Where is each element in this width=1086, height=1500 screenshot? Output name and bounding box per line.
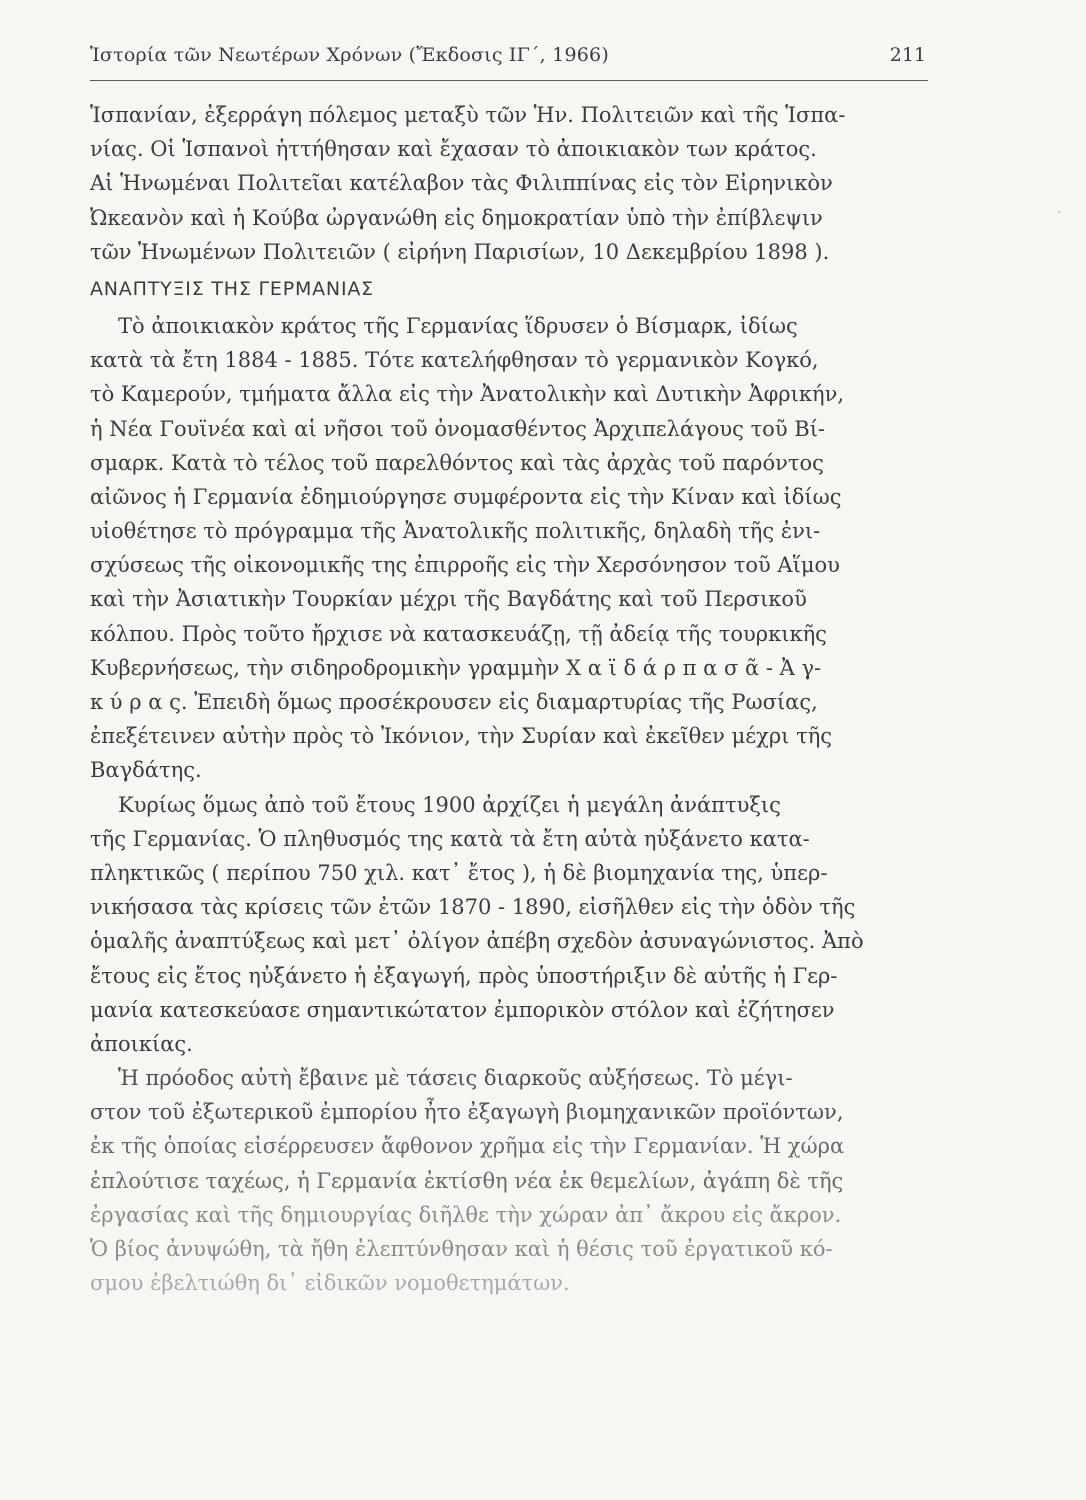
text-line: πληκτικῶς ( περίπου 750 χιλ. κατ᾽ ἔτος ), ἡ δὲ βιομηχανία της, ὑπερ- (90, 860, 828, 885)
text-line: νίας. Οἱ Ἱσπανοὶ ἡττήθησαν καὶ ἔχασαν τὸ ἀποικιακὸν των κράτος. (90, 137, 817, 162)
text-line: Αἱ Ἡνωμέναι Πολιτεῖαι κατέλαβον τὰς Φιλιππίνας εἰς τὸν Εἰρηνικὸν (90, 171, 833, 196)
paragraph-growth (90, 788, 938, 1062)
text-line: κατὰ τὰ ἔτη 1884 - 1885. Τότε κατελήφθησαν τὸ γερμανικὸν Κογκό, (90, 348, 819, 373)
margin-mark: · (1056, 202, 1063, 224)
text-line: Ὠκεανὸν καὶ ἡ Κούβα ὠργανώθη εἰς δημοκρατίαν ὑπὸ τὴν ἐπίβλεψιν (90, 205, 823, 230)
text-line: ἀποικίας. (90, 1031, 193, 1056)
text-line: αἰῶνος ἡ Γερμανία ἐδημιούργησε συμφέροντα εἰς τὴν Κίναν καὶ ἰδίως (90, 484, 842, 509)
text-line: σμου ἐβελτιώθη δι᾽ εἰδικῶν νομοθετημάτων. (90, 1271, 570, 1296)
text-line: κόλπου. Πρὸς τοῦτο ἤρχισε νὰ κατασκευάζῃ, τῇ ἀδείᾳ τῆς τουρκικῆς (90, 621, 827, 646)
text-line: μανία κατεσκεύασε σημαντικώτατον ἐμπορικὸν στόλον καὶ ἐζήτησεν (90, 997, 835, 1022)
paragraph-spain-war (90, 98, 938, 269)
text-line: κ ύ ρ α ς. Ἐπειδὴ ὅμως προσέκρουσεν εἰς διαμαρτυρίας τῆς Ρωσίας, (90, 690, 818, 714)
text-line: ἡ Νέα Γουϊνέα καὶ αἱ νῆσοι τοῦ ὀνομασθέντος Ἀρχιπελάγους τοῦ Βί- (90, 416, 826, 441)
text-line: νικήσασα τὰς κρίσεις τῶν ἐτῶν 1870 - 1890, εἰσῆλθεν εἰς τὴν ὁδὸν τῆς (90, 895, 856, 920)
paragraph-progress (90, 1061, 938, 1300)
text-line: ἐκ τῆς ὁποίας εἰσέρρευσεν ἄφθονον χρῆμα εἰς τὴν Γερμανίαν. Ἡ χώρα (90, 1134, 845, 1159)
text-line: ἔτους εἰς ἔτος ηὐξάνετο ἡ ἐξαγωγή, πρὸς ὑποστήριξιν δὲ αὐτῆς ἡ Γερ- (90, 963, 838, 988)
text-line: τὸ Καμερούν, τμήματα ἄλλα εἰς τὴν Ἀνατολικὴν καὶ Δυτικὴν Ἀφρικήν, (90, 382, 845, 407)
text-line: Ὁ βίος ἀνυψώθη, τὰ ἤθη ἐλεπτύνθησαν καὶ ἡ θέσις τοῦ ἐργατικοῦ κό- (90, 1237, 833, 1261)
text-line: ὁμαλῆς ἀναπτύξεως καὶ μετ᾽ ὀλίγον ἀπέβη σχεδὸν ἀσυναγώνιστος. Ἀπὸ (90, 929, 864, 954)
running-header-title: Ἱστορία τῶν Νεωτέρων Χρόνων (Ἔκδοσις ΙΓ΄, 1966) (90, 44, 609, 66)
text-line: υἱοθέτησε τὸ πρόγραμμα τῆς Ἀνατολικῆς πολιτικῆς, δηλαδὴ τῆς ἐνι- (90, 519, 821, 544)
running-header (90, 40, 928, 81)
text-line: Βαγδάτης. (90, 758, 202, 783)
text-line: Ἱσπανίαν, ἐξερράγη πόλεμος μεταξὺ τῶν Ἡν. Πολιτειῶν καὶ τῆς Ἱσπα- (90, 103, 846, 127)
text-line: ἐπλούτισε ταχέως, ἡ Γερμανία ἐκτίσθη νέα ἐκ θεμελίων, ἀγάπη δὲ τῆς (90, 1168, 844, 1193)
text-line: τῆς Γερμανίας. Ὁ πληθυσμός της κατὰ τὰ ἔτη αὐτὰ ηὐξάνετο κατα- (90, 826, 810, 851)
text-line: καὶ τὴν Ἀσιατικὴν Τουρκίαν μέχρι τῆς Βαγδάτης καὶ τοῦ Περσικοῦ (90, 587, 807, 612)
text-line: Κυρίως ὅμως ἀπὸ τοῦ ἔτους 1900 ἀρχίζει ἡ μεγάλη ἀνάπτυξις (118, 792, 781, 817)
section-heading: ΑΝΑΠΤΥΞΙΣ ΤΗΣ ΓΕΡΜΑΝΙΑΣ (90, 277, 374, 300)
text-line: στον τοῦ ἐξωτερικοῦ ἐμπορίου ἦτο ἐξαγωγὴ βιομηχανικῶν προϊόντων, (90, 1100, 844, 1125)
page-number: 211 (889, 44, 926, 66)
text-line: τῶν Ἡνωμένων Πολιτειῶν ( εἰρήνη Παρισίων, 10 Δεκεμβρίου 1898 ). (90, 239, 830, 264)
text-line: ἐπεξέτεινεν αὐτὴν πρὸς τὸ Ἰκόνιον, τὴν Συρίαν καὶ ἐκεῖθεν μέχρι τῆς (90, 724, 833, 749)
paragraph-colonial-empire (90, 309, 938, 788)
text-line: Τὸ ἀποικιακὸν κράτος τῆς Γερμανίας ἵδρυσεν ὁ Βίσμαρκ, ἰδίως (118, 313, 798, 338)
body-text (90, 98, 938, 1300)
text-line: σμαρκ. Κατὰ τὸ τέλος τοῦ παρελθόντος καὶ τὰς ἀρχὰς τοῦ παρόντος (90, 450, 824, 475)
text-line: Κυβερνήσεως, τὴν σιδηροδρομικὴν γραμμὴν Χ α ϊ δ ά ρ π α σ ᾶ - Ἀ γ- (90, 655, 822, 680)
text-line: Ἡ πρόοδος αὐτὴ ἔβαινε μὲ τάσεις διαρκοῦς αὐξήσεως. Τὸ μέγι- (118, 1066, 793, 1091)
text-line: ἐργασίας καὶ τῆς δημιουργίας διῆλθε τὴν χώραν ἀπ᾽ ἄκρου εἰς ἄκρον. (90, 1202, 842, 1227)
text-line: σχύσεως τῆς οἰκονομικῆς της ἐπιρροῆς εἰς τὴν Χερσόνησον τοῦ Αἵμου (90, 553, 840, 578)
